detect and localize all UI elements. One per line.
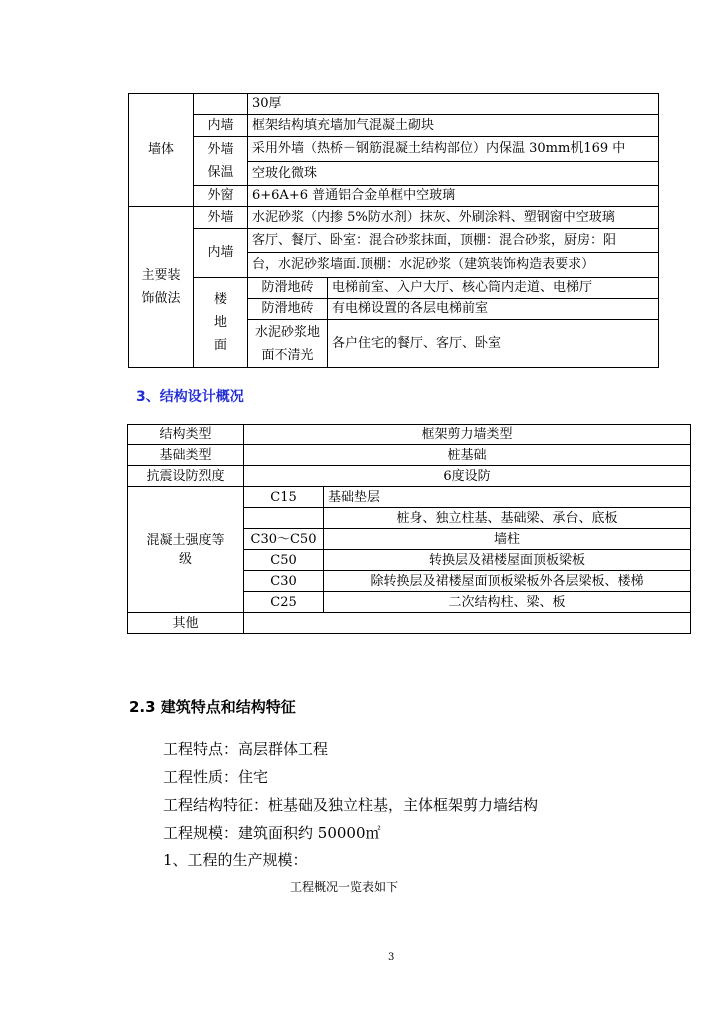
label-line: 饰做法: [141, 291, 181, 306]
cell-text: 框架结构填充墙加气混凝土砌块: [248, 115, 659, 137]
label-line: 地: [213, 315, 227, 330]
grade-cell: C15: [244, 487, 324, 508]
use-cell: 桩身、独立柱基、基础梁、承台、底板: [324, 508, 691, 529]
cell-text: 各户住宅的餐厅、客厅、卧室: [328, 320, 659, 368]
cell-text: 空玻化微珠: [248, 162, 659, 186]
floor-type: 防滑地砖: [248, 278, 328, 299]
row-label: 外窗: [194, 186, 248, 207]
label-line: 主要装: [141, 268, 181, 283]
decor-category: [129, 207, 194, 368]
cell-text: 30厚: [248, 94, 659, 115]
cell-text: [244, 613, 691, 634]
row-label: 内墙: [194, 229, 248, 278]
body-line: 工程结构特征：桩基础及独立柱基，主体框架剪力墙结构: [163, 796, 539, 814]
cell-text: 采用外墙（热桥－钢筋混凝土结构部位）内保温 30mm机169 中: [248, 137, 659, 162]
cell-text: 框架剪力墙类型: [244, 425, 691, 445]
row-label: 结构类型: [128, 425, 244, 445]
section-heading: 2.3 建筑特点和结构特征: [129, 698, 296, 716]
cell-text: 台，水泥砂浆墙面.顶棚：水泥砂浆（建筑装饰构造表要求）: [248, 253, 659, 278]
cell-text: 有电梯设置的各层电梯前室: [328, 299, 659, 320]
grade-cell: C30～C50: [244, 529, 324, 550]
row-label: [194, 137, 248, 186]
row-label: 外墙: [194, 207, 248, 229]
body-line: 工程规模：建筑面积约 50000㎡: [163, 824, 381, 842]
label-line: 面不清光: [261, 347, 314, 363]
use-cell: 转换层及裙楼屋面顶板梁板: [324, 550, 691, 571]
concrete-grade-label: [128, 487, 244, 613]
grade-cell: C50: [244, 550, 324, 571]
label-line: 水泥砂浆地: [254, 324, 320, 340]
cell-text: 水泥砂浆（内掺 5%防水剂）抹灰、外刷涂料、塑钢窗中空玻璃: [248, 207, 659, 229]
grade-cell: C25: [244, 592, 324, 613]
row-label: 基础类型: [128, 445, 244, 466]
body-line: 1、工程的生产规模：: [163, 851, 308, 869]
label-line: 保温: [207, 165, 234, 180]
use-cell: 基础垫层: [324, 487, 691, 508]
empty-cell: [194, 94, 248, 115]
table-caption: 工程概况一览表如下: [290, 880, 399, 894]
label-line: 外墙: [207, 142, 234, 157]
label-line: 混凝土强度等: [146, 532, 225, 548]
label-line: 级: [178, 551, 192, 567]
use-cell: 除转换层及裙楼屋面顶板梁板外各层梁板、楼梯: [324, 571, 691, 592]
grade-cell: [244, 508, 324, 529]
cell-text: 客厅、餐厅、卧室：混合砂浆抹面，顶棚：混合砂浆，厨房：阳: [248, 229, 659, 253]
floor-type: [248, 320, 328, 368]
floor-type: 防滑地砖: [248, 299, 328, 320]
row-label: 抗震设防烈度: [128, 466, 244, 487]
section-heading: 3、结构设计概况: [136, 389, 244, 405]
cell-text: 6+6A+6 普通铝合金单框中空玻璃: [248, 186, 659, 207]
label-line: 面: [213, 338, 227, 353]
wall-category: 墙体: [129, 94, 194, 207]
decoration-table: [128, 93, 659, 368]
row-label: 其他: [128, 613, 244, 634]
cell-text: 电梯前室、入户大厅、核心筒内走道、电梯厅: [328, 278, 659, 299]
body-line: 工程性质：住宅: [163, 768, 269, 786]
use-cell: 墙柱: [324, 529, 691, 550]
grade-cell: C30: [244, 571, 324, 592]
use-cell: 二次结构柱、梁、板: [324, 592, 691, 613]
body-line: 工程特点：高层群体工程: [163, 740, 329, 758]
floor-category: [194, 278, 248, 368]
label-line: 楼: [213, 292, 227, 307]
cell-text: 6度设防: [244, 466, 691, 487]
page-number: 3: [388, 952, 395, 963]
row-label: 内墙: [194, 115, 248, 137]
cell-text: 桩基础: [244, 445, 691, 466]
structure-table: [127, 424, 691, 634]
